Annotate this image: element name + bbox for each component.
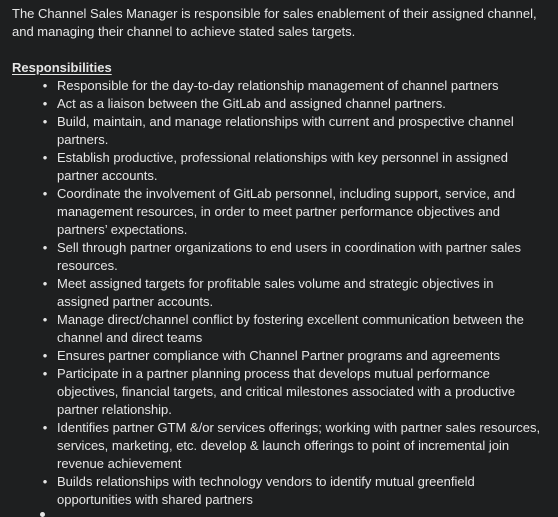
bullet-icon: • <box>42 114 48 129</box>
bullet-icon: • <box>42 474 48 489</box>
intro-paragraph: The Channel Sales Manager is responsible for sales enablement of their assigned channel, and managing their channel to achieve stated sales targets. <box>12 6 537 39</box>
list-item-text: Establish productive, professional relationships with key personnel in assigned partner accounts. <box>57 150 508 183</box>
list-item <box>12 419 547 473</box>
list-item-text: Builds relationships with technology vendors to identify mutual greenfield opportunities with shared partners <box>57 474 475 507</box>
list-item-text: Identifies partner GTM &/or services offerings; working with partner sales resources, services, marketing, etc. develop & launch offerings to point of incremental join revenue achievement <box>57 420 541 471</box>
list-item-text: Manage direct/channel conflict by fostering excellent communication between the channel and direct teams <box>57 312 524 345</box>
bullet-icon: • <box>42 78 48 93</box>
bullet-icon: • <box>42 312 48 327</box>
list-item <box>12 185 547 239</box>
list-item <box>12 365 547 419</box>
list-item <box>12 239 547 275</box>
list-item <box>12 473 547 509</box>
bullet-icon: • <box>42 276 48 291</box>
list-item <box>12 311 547 347</box>
responsibilities-list <box>12 77 548 509</box>
bullet-icon: • <box>42 96 48 111</box>
bullet-icon: • <box>42 366 48 381</box>
list-item-text: Coordinate the involvement of GitLab personnel, including support, service, and management resources, in order to meet partner performance objectives and partners’ expectations. <box>57 186 516 237</box>
bullet-icon <box>40 512 45 517</box>
bullet-icon: • <box>42 186 48 201</box>
list-item <box>12 149 547 185</box>
list-item <box>12 275 547 311</box>
list-item <box>12 77 547 95</box>
bullet-icon: • <box>42 150 48 165</box>
bullet-icon: • <box>42 348 48 363</box>
list-item-text: Responsible for the day-to-day relationship management of channel partners <box>57 78 499 93</box>
list-item-text: Participate in a partner planning process that develops mutual performance objectives, financial targets, and critical milestones associated with a productive partner relationship. <box>57 366 516 417</box>
list-item-text: Ensures partner compliance with Channel Partner programs and agreements <box>57 348 500 363</box>
list-item <box>12 347 547 365</box>
list-item <box>12 95 547 113</box>
list-item-text: Meet assigned targets for profitable sales volume and strategic objectives in assigned partner accounts. <box>57 276 494 309</box>
list-item <box>12 113 547 149</box>
list-item-text: Act as a liaison between the GitLab and assigned channel partners. <box>57 96 446 111</box>
list-item-text: Sell through partner organizations to end users in coordination with partner sales resources. <box>57 240 521 273</box>
list-item-text: Build, maintain, and manage relationships with current and prospective channel partners. <box>57 114 514 147</box>
bullet-icon: • <box>42 420 48 435</box>
responsibilities-heading: Responsibilities <box>12 60 112 75</box>
document-body <box>12 5 548 509</box>
bullet-icon: • <box>42 240 48 255</box>
